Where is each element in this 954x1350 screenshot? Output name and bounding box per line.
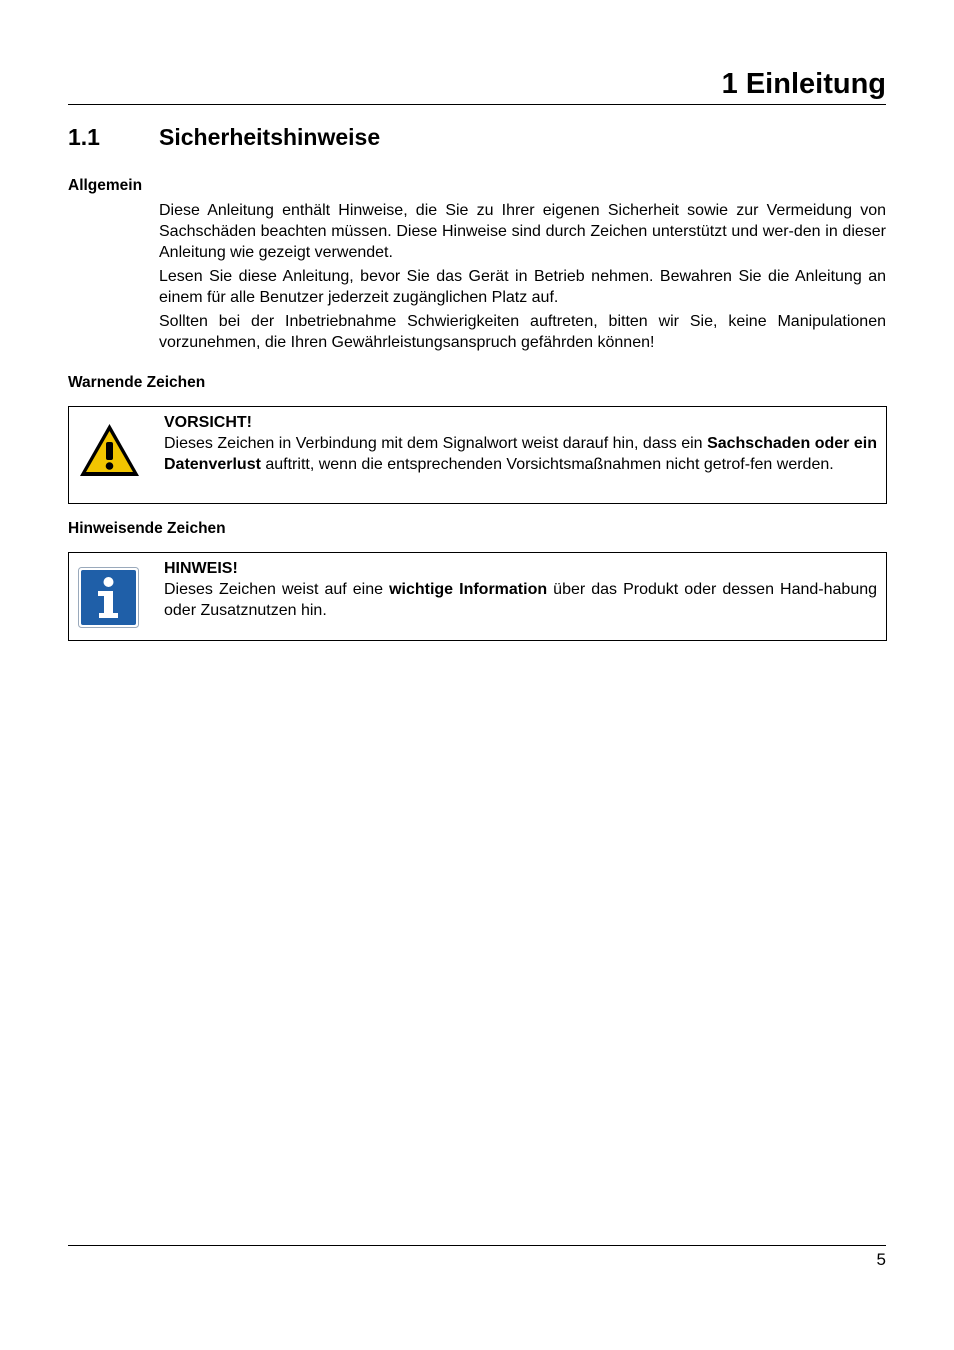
section-title — [68, 122, 380, 152]
section-title-text: Sicherheitshinweise — [159, 124, 381, 150]
chapter-title: 1 Einleitung — [721, 68, 886, 100]
section-number: 1.1 — [68, 124, 100, 150]
info-icon — [78, 567, 139, 633]
info-content — [164, 558, 877, 621]
subheading-warning: Warnende Zeichen — [68, 374, 206, 391]
paragraph-3: Sollten bei der Inbetriebnahme Schwierigkeiten auftreten, bitten wir Sie, keine Manipulationen vorzunehmen, die Ihren Gewährleistungsanspruch gefährden können! — [159, 313, 886, 351]
info-text-before: Dieses Zeichen weist auf eine — [164, 581, 390, 598]
paragraph-2: Lesen Sie diese Anleitung, bevor Sie das Gerät in Betrieb nehmen. Bewahren Sie die Anleitung an einem für alle Benutzer jederzeit zugänglichen Platz auf. — [159, 268, 886, 306]
warning-text-after: auftritt, wenn die entsprechenden Vorsichtsmaßnahmen nicht getrof-fen werden. — [260, 456, 834, 473]
header-rule — [68, 104, 886, 105]
warning-triangle-icon — [78, 422, 141, 483]
info-text-bold: wichtige Information — [389, 581, 548, 598]
paragraph-1: Diese Anleitung enthält Hinweise, die Sie zu Ihrer eigenen Sicherheit sowie zur Vermeidung von Sachschäden beachten müssen. Diese Hinweise sind durch Zeichen unterstützt und wer-den in dieser Anleitung wie gezeigt verwendet. — [159, 202, 886, 261]
footer-rule — [68, 1245, 886, 1246]
warning-signal-word: VORSICHT! — [164, 414, 252, 431]
subheading-info: Hinweisende Zeichen — [68, 520, 226, 537]
warning-text-bold: Sachschaden oder ein Datenverlust — [164, 435, 877, 473]
page-number: 5 — [876, 1250, 886, 1269]
warning-box — [68, 406, 887, 504]
warning-content — [164, 412, 877, 475]
warning-text-before: Dieses Zeichen in Verbindung mit dem Signalwort weist darauf hin, dass ein — [164, 435, 708, 452]
info-signal-word: HINWEIS! — [164, 560, 238, 577]
subheading-general: Allgemein — [68, 177, 143, 194]
info-text-after: über das Produkt oder dessen Hand-habung oder Zusatznutzen hin. — [164, 581, 878, 619]
info-box — [68, 552, 887, 641]
